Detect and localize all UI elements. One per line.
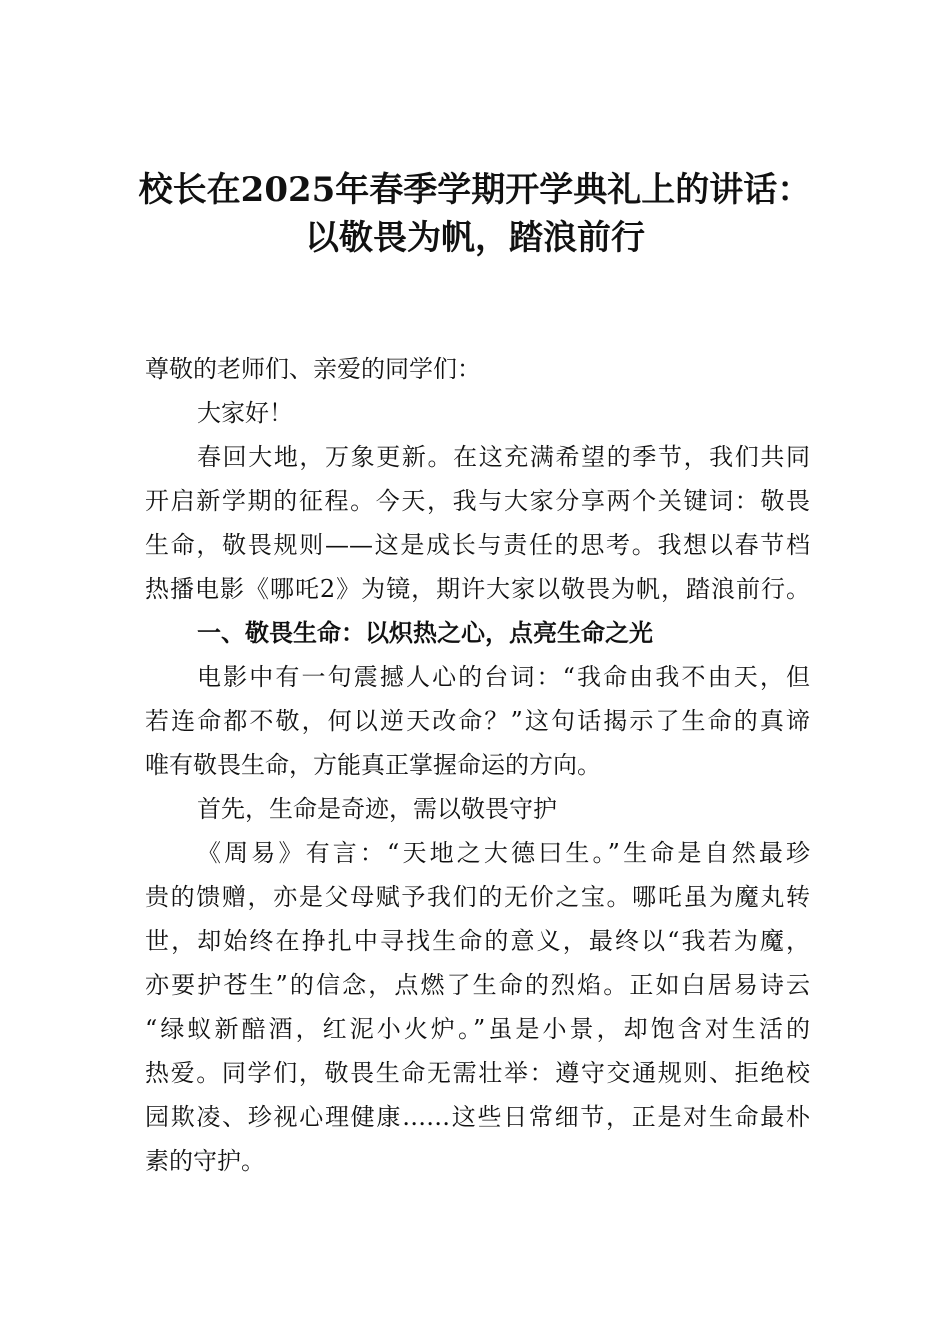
text-line: 世，却始终在挣扎中寻找生命的意义，最终以“我若为魔， (145, 927, 810, 955)
subheading: 首先，生命是奇迹，需以敬畏守护 (197, 795, 557, 823)
text-line: 若连命都不敬，何以逆天改命？”这句话揭示了生命的真谛 (145, 707, 810, 735)
text-line: 电影中有一句震撼人心的台词：“我命由我不由天，但 (197, 663, 810, 691)
text-line: 热爱。同学们，敬畏生命无需壮举：遵守交通规则、拒绝校 (145, 1059, 810, 1087)
text-line: 《周易》有言：“天地之大德曰生。”生命是自然最珍 (197, 839, 810, 867)
text-line: 开启新学期的征程。今天，我与大家分享两个关键词：敬畏 (145, 487, 810, 515)
document-title-line-2: 以敬畏为帆，踏浪前行 (305, 218, 645, 258)
greeting: 大家好！ (197, 399, 293, 427)
document-body (145, 347, 810, 1183)
text-line: 亦要护苍生”的信念，点燃了生命的烈焰。正如白居易诗云 (145, 971, 810, 999)
text-line: 唯有敬畏生命，方能真正掌握命运的方向。 (145, 751, 601, 779)
text-line: “绿蚁新醅酒，红泥小火炉。”虽是小景，却饱含对生活的 (145, 1015, 810, 1043)
salutation: 尊敬的老师们、亲爱的同学们： (145, 355, 481, 383)
document-title-line-1: 校长在2025年春季学期开学典礼上的讲话： (138, 170, 812, 210)
paragraph-quote (145, 655, 810, 787)
text-line: 生命，敬畏规则——这是成长与责任的思考。我想以春节档 (145, 531, 810, 559)
text-line: 春回大地，万象更新。在这充满希望的季节，我们共同 (197, 443, 810, 471)
section-heading: 一、敬畏生命：以炽热之心，点亮生命之光 (197, 619, 653, 647)
text-line: 园欺凌、珍视心理健康……这些日常细节，正是对生命最朴 (145, 1103, 810, 1131)
paragraph-intro (145, 435, 810, 611)
text-line: 贵的馈赠，亦是父母赋予我们的无价之宝。哪吒虽为魔丸转 (145, 883, 810, 911)
text-line: 素的守护。 (145, 1147, 265, 1175)
paragraph-zhouyi (145, 831, 810, 1183)
text-line: 热播电影《哪吒2》为镜，期许大家以敬畏为帆，踏浪前行。 (145, 575, 810, 603)
